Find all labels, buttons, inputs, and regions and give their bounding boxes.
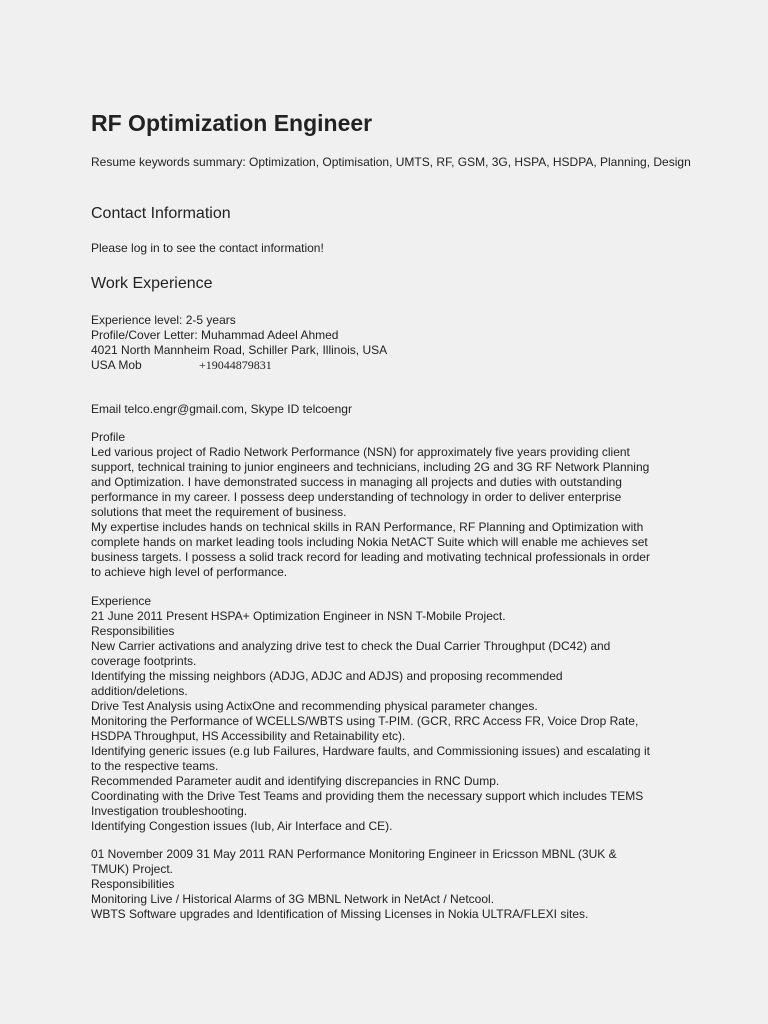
profile-section	[91, 430, 691, 580]
experience2-line: TMUK) Project.	[91, 862, 174, 876]
experience2-line: Monitoring Live / Historical Alarms of 3G MBNL Network in NetAct / Netcool.	[91, 892, 495, 906]
experience-line: HSDPA Throughput, HS Accessibility and Retainability etc).	[91, 729, 406, 743]
experience-line: Investigation troubleshooting.	[91, 804, 248, 818]
experience2-line: 01 November 2009 31 May 2011 RAN Performance Monitoring Engineer in Ericsson MBNL (3UK &	[91, 847, 617, 861]
mobile-label: USA Mob	[91, 358, 142, 372]
keywords-summary: Resume keywords summary: Optimization, Optimisation, UMTS, RF, GSM, 3G, HSPA, HSDPA, Planning, Design	[91, 155, 691, 169]
experience-line: Identifying Congestion issues (Iub, Air Interface and CE).	[91, 819, 393, 833]
experience-line: Monitoring the Performance of WCELLS/WBTS using T-PIM. (GCR, RRC Access FR, Voice Drop Rate,	[91, 714, 639, 728]
experience-line: Recommended Parameter audit and identifying discrepancies in RNC Dump.	[91, 774, 500, 788]
email-skype: Email telco.engr@gmail.com, Skype ID telcoengr	[91, 402, 352, 416]
experience-line: Identifying generic issues (e.g Iub Failures, Hardware faults, and Commissioning issues) and escalating it	[91, 744, 650, 758]
profile-line: to achieve high level of performance.	[91, 565, 288, 579]
profile-cover-letter: Profile/Cover Letter: Muhammad Adeel Ahmed	[91, 328, 339, 342]
experience-level: Experience level: 2-5 years	[91, 313, 236, 327]
profile-line: solutions that meet the requirement of business.	[91, 505, 347, 519]
address: 4021 North Mannheim Road, Schiller Park, Illinois, USA	[91, 343, 388, 357]
mobile-number: +19044879831	[199, 358, 272, 372]
profile-line: complete hands on market leading tools including Nokia NetACT Suite which will enable me achieves set	[91, 535, 648, 549]
profile-line: business targets. I possess a solid track record for leading and motivating technical professionals in order	[91, 550, 650, 564]
profile-line: Profile	[91, 430, 126, 444]
experience-line: Coordinating with the Drive Test Teams and providing them the necessary support which includes TEMS	[91, 789, 644, 803]
experience-line: Drive Test Analysis using ActixOne and recommending physical parameter changes.	[91, 699, 538, 713]
experience-line: addition/deletions.	[91, 684, 188, 698]
work-details	[91, 313, 691, 373]
profile-line: and Optimization. I have demonstrated success in managing all projects and duties with outstanding	[91, 475, 622, 489]
contact-heading: Contact Information	[91, 205, 231, 222]
profile-line: Led various project of Radio Network Performance (NSN) for approximately five years providing client	[91, 445, 630, 459]
profile-line: My expertise includes hands on technical skills in RAN Performance, RF Planning and Optimization with	[91, 520, 644, 534]
experience2-section	[91, 847, 691, 922]
mobile-row	[91, 358, 691, 373]
experience-line: coverage footprints.	[91, 654, 197, 668]
experience2-line: WBTS Software upgrades and Identification of Missing Licenses in Nokia ULTRA/FLEXI sites.	[91, 907, 589, 921]
contact-text: Please log in to see the contact information!	[91, 241, 324, 255]
page-title: RF Optimization Engineer	[91, 110, 373, 136]
profile-line: performance in my career. I possess deep understanding of technology in order to deliver enterprise	[91, 490, 622, 504]
work-experience-heading: Work Experience	[91, 275, 213, 292]
experience-line: Experience	[91, 594, 152, 608]
experience-section	[91, 594, 691, 834]
experience-line: New Carrier activations and analyzing drive test to check the Dual Carrier Throughput (DC42) and	[91, 639, 611, 653]
profile-line: support, technical training to junior engineers and technicians, including 2G and 3G RF Network Planning	[91, 460, 650, 474]
experience-line: 21 June 2011 Present HSPA+ Optimization Engineer in NSN T-Mobile Project.	[91, 609, 506, 623]
experience2-line: Responsibilities	[91, 877, 175, 891]
experience-line: Responsibilities	[91, 624, 175, 638]
experience-line: Identifying the missing neighbors (ADJG, ADJC and ADJS) and proposing recommended	[91, 669, 563, 683]
experience-line: to the respective teams.	[91, 759, 219, 773]
